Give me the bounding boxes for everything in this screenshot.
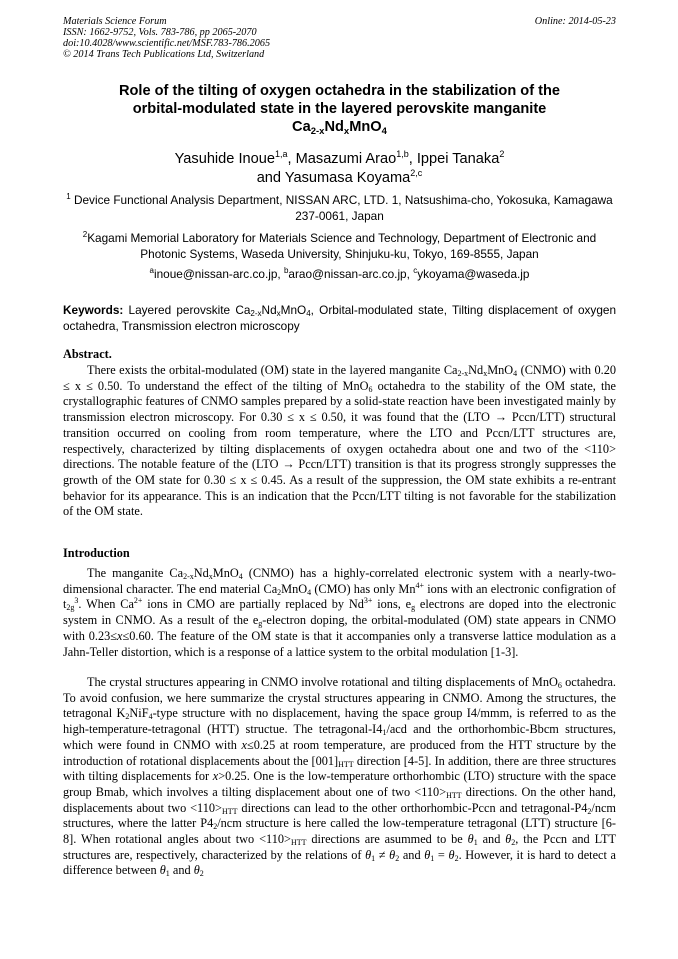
introduction-heading: Introduction — [63, 546, 130, 560]
affiliation-1 — [63, 192, 616, 224]
affiliation-text: Kagami Memorial Laboratory for Materials Science and Technology, Department of Electronic and Photonic Systems, Waseda University, Shinjuku-ku, Tokyo, 169-8555, Japan — [87, 231, 597, 261]
text-sub: 1 — [430, 853, 435, 863]
text-run: (CNMO) with 0.20 ≤ x ≤ 0.50. To understand the effect of the tilting of MnO — [63, 363, 616, 393]
email-address: arao@nissan-arc.co.jp — [288, 267, 407, 281]
author-list — [63, 150, 616, 188]
text-run: ≤0.25 at room temperature, are produced from the HTT structure by the introduction of rotational displacements about the [001] — [63, 737, 617, 768]
author-mark: 1,a — [275, 149, 288, 159]
text-run: /ncm structure is here called the low-temperature tetragonal (LTT) structure [6-8]. When rotational angles about two <110> — [63, 816, 616, 847]
text-italic: θ — [448, 847, 455, 862]
title-formula — [63, 118, 616, 136]
text-sup: 3 — [74, 596, 79, 606]
text-run: NiF — [129, 706, 149, 721]
text-sub: 2 — [395, 853, 400, 863]
text-italic: θ — [424, 847, 431, 862]
text-run: . When Ca — [78, 597, 134, 612]
online-date: Online: 2014-05-23 — [534, 16, 616, 27]
title-line-2: orbital-modulated state in the layered perovskite manganite — [132, 101, 547, 117]
abstract-text — [63, 363, 616, 520]
text-sub: 2 — [199, 869, 204, 879]
formula-sub: x — [343, 126, 350, 137]
text-italic: θ — [505, 832, 512, 847]
doi-line: doi:10.4028/www.scientific.net/MSF.783-786.2065 — [63, 38, 271, 49]
text-italic: x — [117, 628, 123, 643]
text-italic: θ — [365, 847, 372, 862]
formula-sub: 2-x — [310, 126, 325, 137]
keywords-sub: 2-x — [250, 309, 262, 318]
text-run: The manganite Ca — [87, 566, 184, 580]
text-sub: HTT — [338, 759, 354, 769]
affiliation-mark: 2 — [82, 230, 88, 239]
text-sub: x — [208, 572, 213, 581]
text-sub: 4 — [513, 369, 518, 378]
text-run: , the Pccn and LTT structures are, respectively, characterized by the relations of — [63, 832, 616, 862]
author-name: Yasuhide Inoue — [174, 151, 275, 167]
text-run: MnO — [281, 581, 308, 596]
text-run: /ncm structures, where the latter P4 — [63, 800, 616, 831]
email-mark: c — [413, 266, 418, 275]
email-address: inoue@nissan-arc.co.jp — [153, 267, 278, 281]
keywords-text: Nd — [261, 303, 277, 317]
text-sub: 2g — [66, 603, 75, 613]
text-run: Nd — [468, 363, 484, 377]
text-run: direction [4-5]. In addition, there are three structures with tilting displacements for — [63, 753, 617, 784]
affiliation-text: Device Functional Analysis Department, NISSAN ARC, LTD. 1, Natsushima-cho, Yokosuka, Kamagawa 237-0061, Japan — [70, 193, 613, 223]
author-mark: 1,b — [396, 149, 409, 159]
text-sup: 2+ — [133, 596, 143, 606]
text-sub: 4 — [148, 712, 153, 722]
email-mark: a — [149, 266, 154, 275]
text-sub: HTT — [446, 790, 462, 800]
text-sub: x — [483, 369, 488, 378]
text-sub: 2 — [587, 806, 592, 816]
text-italic: θ — [193, 863, 200, 878]
text-italic: x — [241, 737, 247, 752]
text-sub: 6 — [368, 384, 373, 394]
keywords-label: Keywords: — [63, 303, 124, 317]
text-run: /acd and the orthorhombic-Bbcm structures, which were found in CNMO with — [63, 722, 616, 752]
text-run: directions are asummed to be — [306, 832, 468, 847]
text-run: and — [169, 863, 194, 878]
text-sup: 3+ — [363, 596, 373, 606]
journal-name: Materials Science Forum — [63, 16, 167, 27]
text-sub: 2 — [125, 712, 130, 722]
keywords-text: Layered perovskite Ca — [123, 303, 251, 317]
email-address: ykoyama@waseda.jp — [417, 267, 530, 281]
text-run: directions. On the other hand, displacements about two <110> — [63, 784, 616, 815]
text-run: = — [434, 847, 449, 862]
text-sub: g — [411, 603, 416, 613]
formula-part: Ca — [292, 119, 311, 135]
text-italic: x — [212, 769, 219, 784]
authors-line-1 — [63, 150, 616, 169]
text-italic: θ — [159, 863, 166, 878]
text-sub: g — [258, 619, 263, 629]
text-sup: 4+ — [415, 580, 424, 590]
affiliation-2 — [63, 230, 616, 262]
text-run: and — [399, 847, 425, 862]
author-name: Ippei Tanaka — [416, 151, 500, 167]
paper-title — [63, 82, 616, 136]
text-sub: HTT — [290, 838, 307, 848]
text-run: ions, e — [372, 597, 412, 612]
text-run: ions with an electronic configration of t — [63, 581, 616, 612]
email-sep: , — [406, 267, 414, 281]
text-italic: θ — [389, 847, 396, 862]
introduction-paragraph-1 — [63, 566, 616, 660]
text-sub: 6 — [557, 681, 562, 690]
text-run: ≤0.60. The feature of the OM state is that it accompanies only a transverse lattice modulation as a Jahn-Teller distortion, which is a response of a lattice system to the orbital modulation [1-3]. — [63, 628, 616, 659]
text-run: octahedra. To avoid confusion, we here summarize the crystal structures appearing in CNMO. Among the structures, the tetragonal K — [63, 675, 617, 721]
text-run: (CMO) has only Mn — [311, 581, 416, 596]
text-sub: 2-x — [183, 572, 194, 581]
text-run: -type structure with no displacement, having the space group I4/mmm, is referred to as the high-temperature-tetragonal (HTT) structue. The tetragonal-I4 — [63, 706, 616, 737]
text-sub: 2-x — [457, 369, 469, 378]
text-run: >0.25. One is the low-temperature orthorhombic (LTO) structure with the space group Bmab, which involves a tilting displacement about one of two <110> — [63, 769, 616, 799]
formula-part: MnO — [349, 119, 382, 135]
text-run: ≠ — [375, 847, 390, 862]
text-run: . However, it is hard to detect a difference between — [63, 847, 616, 878]
text-sub: 4 — [307, 587, 312, 597]
author-mark: 2 — [499, 149, 505, 159]
text-sub: 4 — [238, 572, 243, 581]
text-run: directions can lead to the other orthorhombic-Pccn and tetragonal-P4 — [237, 800, 588, 815]
formula-part: Nd — [324, 119, 344, 135]
author-sep: , — [287, 151, 296, 167]
author-sep: , — [408, 151, 417, 167]
text-sub: 1 — [165, 869, 170, 879]
text-run: ions in CMO are partially replaced by Nd — [142, 597, 364, 612]
formula-sub: 4 — [381, 126, 387, 137]
author-and: and — [256, 170, 285, 186]
email-list — [63, 266, 616, 282]
text-sub: 2 — [277, 587, 282, 597]
text-sub: 1 — [473, 838, 478, 848]
introduction-paragraph-2 — [63, 675, 616, 879]
keywords-sub: 4 — [306, 309, 311, 318]
text-run: MnO — [212, 566, 239, 580]
author-name: Masazumi Arao — [295, 151, 397, 167]
keywords-text: , Orbital-modulated state, Tilting displacement of oxygen octahedra, Transmission electron microscopy — [63, 303, 617, 333]
text-run: electrons are doped into the electronic system in CNMO. As a result of the e — [63, 597, 617, 628]
text-run: Nd — [193, 566, 209, 580]
keywords-text: MnO — [280, 303, 307, 317]
keywords-block — [63, 302, 616, 334]
text-run: octahedra to the stability of the OM state, the crystallographic features of CNMO samples prepared by a solid-state reaction have been investigated mainly by transmission electron microscopy. For 0.30 ≤ x ≤ 0.50, it was found that the (LTO → Pccn/LTT) structural transition occurred on cooling from room temperature, where the LTO and Pccn/LTT structures are, respectively, characterized by tilting displacements of oxygen octahedra about one and two of the <110> directions. The notable feature of the (LTO → Pccn/LTT) transition is that its progress strongly suppresses the growth of the OM state for 0.30 ≤ x ≤ 0.45. As a result of the suppression, the OM state exhibits a re-entrant behavior for its appearance. This is an indication that the Pccn/LTT tilting is not favorable for the stabilization of the OM state. — [63, 378, 616, 519]
email-mark: b — [283, 266, 289, 275]
text-run: There exists the orbital-modulated (OM) state in the layered manganite Ca — [87, 363, 458, 377]
text-run: and — [477, 832, 506, 847]
email-sep: , — [277, 267, 284, 281]
copyright-line: © 2014 Trans Tech Publications Ltd, Switzerland — [63, 49, 265, 60]
journal-header — [63, 16, 616, 60]
text-sub: 2 — [511, 838, 516, 848]
authors-line-2 — [63, 169, 616, 188]
abstract-heading: Abstract. — [63, 347, 112, 361]
text-sub: 1 — [371, 853, 376, 863]
issn-line: ISSN: 1662-9752, Vols. 783-786, pp 2065-2070 — [63, 27, 257, 38]
text-run: MnO — [487, 363, 514, 377]
text-run: The crystal structures appearing in CNMO involve rotational and tilting displacements of MnO — [87, 675, 558, 689]
keywords-sub: x — [276, 309, 281, 318]
text-sub: 1 — [382, 728, 387, 738]
text-sub: 2 — [213, 822, 218, 832]
affiliation-mark: 1 — [66, 192, 71, 201]
text-sub: HTT — [221, 806, 238, 816]
author-name: Yasumasa Koyama — [284, 170, 411, 186]
author-mark: 2,c — [410, 168, 423, 178]
text-run: -electron doping, the orbital-modulated (OM) state appears in CNMO with 0.23≤ — [63, 613, 617, 643]
title-line-1: Role of the tilting of oxygen octahedra in the stabilization of the — [118, 83, 561, 99]
text-sub: 2 — [454, 853, 459, 863]
text-run: (CNMO) has a highly-correlated electronic system with a nearly-two-dimensional character. The end material Ca — [63, 566, 616, 596]
text-italic: θ — [467, 832, 474, 847]
